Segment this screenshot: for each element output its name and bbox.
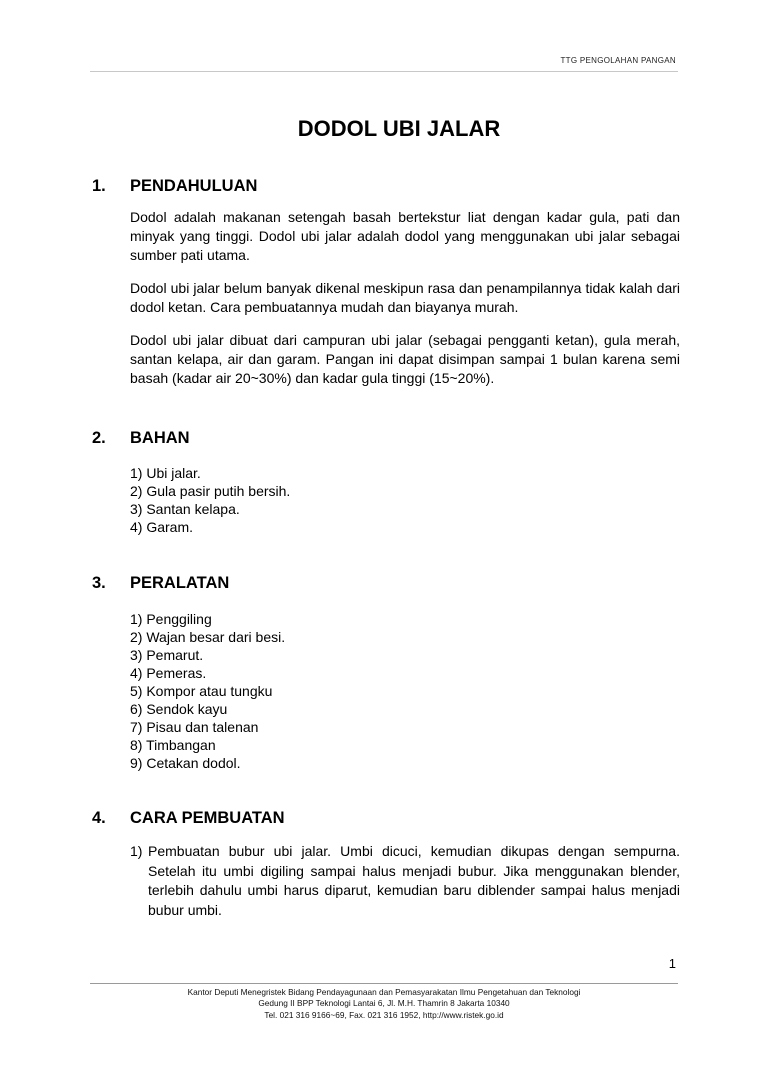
procedure-step (130, 842, 680, 920)
section-title: BAHAN (130, 429, 190, 447)
list-item: 1) Penggiling (130, 611, 212, 627)
footer-line-2: Gedung II BPP Teknologi Lantai 6, Jl. M.H. Thamrin 8 Jakarta 10340 (258, 998, 510, 1009)
footer-divider (90, 983, 678, 984)
section-cara-pembuatan (92, 806, 680, 920)
section-bahan (92, 426, 680, 536)
list-item: 4) Pemeras. (130, 665, 207, 681)
section-peralatan (92, 571, 680, 772)
ingredient-list (130, 464, 680, 536)
document-title: DODOL UBI JALAR (297, 116, 501, 141)
list-item: 2) Wajan besar dari besi. (130, 629, 286, 645)
list-item: 3) Pemarut. (130, 647, 204, 663)
section-number: 1. (92, 177, 106, 195)
list-item: 8) Timbangan (130, 737, 216, 753)
section-number: 2. (92, 429, 106, 447)
paragraph: Dodol ubi jalar dibuat dari campuran ubi jalar (sebagai pengganti ketan), gula merah, santan kelapa, air dan garam. Pangan ini dapat disimpan sampai 1 bulan karena semi basah (kadar air 20~30%) dan kadar gula tinggi (15~20%). (130, 332, 680, 386)
section-heading (92, 571, 680, 595)
section-heading (92, 174, 680, 198)
list-item: 9) Cetakan dodol. (130, 755, 241, 771)
list-item: 6) Sendok kayu (130, 701, 228, 717)
paragraph: Dodol adalah makanan setengah basah bertekstur liat dengan kadar gula, pati dan minyak yang tinggi. Dodol ubi jalar adalah dodol yang menggunakan ubi jalar sebagai sumber pati utama. (130, 209, 680, 263)
section-heading (92, 426, 680, 450)
section-title: PERALATAN (130, 574, 230, 592)
page-number: 1 (668, 956, 676, 971)
section-title: PENDAHULUAN (130, 177, 258, 195)
list-item: 3) Santan kelapa. (130, 501, 240, 517)
footer (90, 987, 678, 1021)
list-item: 7) Pisau dan talenan (130, 719, 259, 735)
footer-line-3: Tel. 021 316 9166~69, Fax. 021 316 1952, http://www.ristek.go.id (264, 1009, 504, 1020)
header-divider (90, 71, 678, 72)
list-item: 5) Kompor atau tungku (130, 683, 273, 699)
footer-line-1: Kantor Deputi Menegristek Bidang Pendayagunaan dan Pemasyarakatan Ilmu Pengetahuan dan Teknologi (187, 987, 581, 997)
equipment-list (130, 610, 680, 772)
step-text: Pembuatan bubur ubi jalar. Umbi dicuci, kemudian dikupas dengan sempurna. Setelah itu umbi digiling sampai halus menjadi bubur. Jika menggunakan blender, terlebih dahulu umbi harus diparut, kemudian baru diblender sampai halus menjadi bubur umbi. (148, 843, 680, 918)
section-pendahuluan (92, 174, 680, 388)
paragraph: Dodol ubi jalar belum banyak dikenal meskipun rasa dan penampilannya tidak kalah dari dodol ketan. Cara pembuatannya mudah dan biayanya murah. (130, 280, 680, 315)
list-item: 2) Gula pasir putih bersih. (130, 483, 291, 499)
section-title: CARA PEMBUATAN (130, 809, 285, 827)
list-item: 1) Ubi jalar. (130, 465, 201, 481)
section-heading (92, 806, 680, 830)
section-number: 3. (92, 574, 106, 592)
running-header: TTG PENGOLAHAN PANGAN (560, 56, 676, 65)
section-number: 4. (92, 809, 106, 827)
list-item: 4) Garam. (130, 519, 194, 535)
step-number: 1) (130, 843, 143, 859)
